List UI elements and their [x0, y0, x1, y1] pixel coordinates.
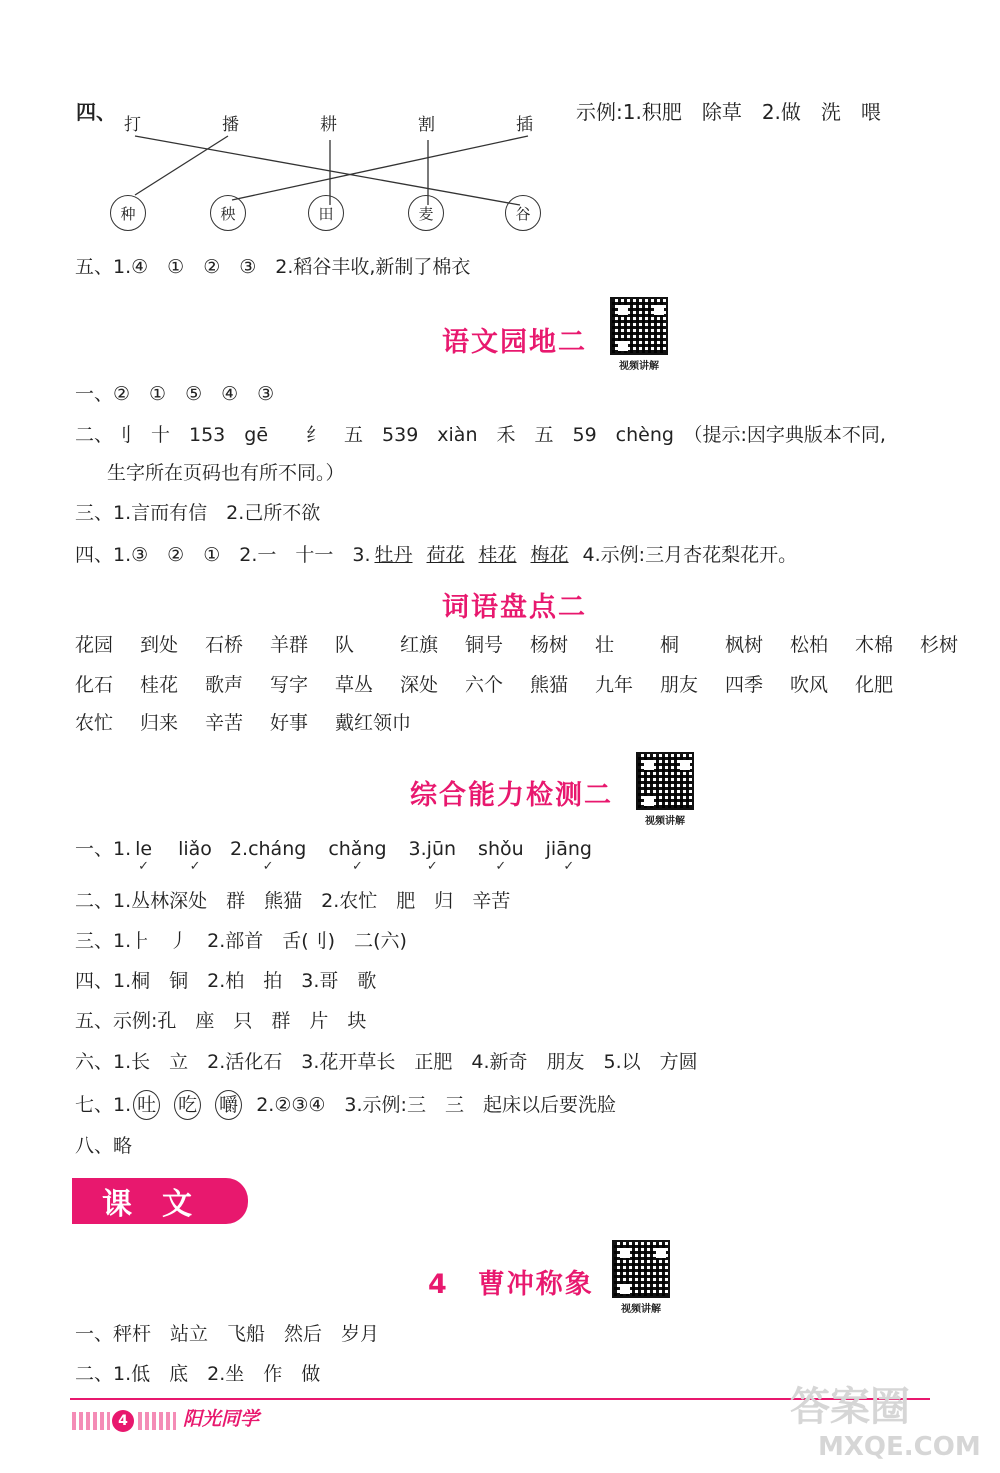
underlined-word: 荷花 — [426, 544, 465, 566]
word-row-1 — [75, 630, 985, 657]
zonghe-q1 — [75, 835, 606, 863]
q5-answer: 五、1.④ ① ② ③ 2.稻谷丰收,新制了棉衣 — [75, 256, 471, 278]
zonghe-q6: 六、1.长 立 2.活化石 3.花开草长 正肥 4.新奇 朋友 5.以 方圆 — [75, 1051, 698, 1073]
qr-icon — [612, 1240, 670, 1298]
section-title-zonghe: 综合能力检测二 — [410, 780, 613, 811]
word: 九年 — [595, 674, 634, 696]
top-char-1: 打 — [124, 115, 141, 135]
zonghe-q7-prefix: 七、1. — [75, 1094, 132, 1116]
word: 歌声 — [205, 674, 244, 696]
word: 写字 — [270, 674, 309, 696]
qr-icon — [610, 297, 668, 355]
section-title-yuwen: 语文园地二 — [442, 327, 587, 358]
watermark-url: MXQE.COM — [818, 1432, 981, 1462]
word: 花园 — [75, 634, 114, 656]
qr-icon — [636, 752, 694, 810]
qr-code-lesson4[interactable] — [612, 1240, 670, 1315]
moon-char-5: 谷 — [505, 195, 541, 231]
pinyin-option: chǎng ✓ — [328, 835, 386, 863]
watermark-logo: 答案圈 — [790, 1384, 910, 1430]
pinyin-option: shǒu ✓ — [478, 835, 524, 863]
word: 木棉 — [855, 634, 894, 656]
q4-label: 四、 — [76, 100, 116, 124]
lesson-title: 4 曹冲称象 — [428, 1269, 594, 1300]
yuwen-q2-cont: 生字所在页码也有所不同。） — [107, 462, 345, 484]
word: 化肥 — [855, 674, 894, 696]
zonghe-q8: 八、略 — [75, 1135, 133, 1157]
zonghe-q1-prefix: 一、1. — [75, 838, 132, 860]
zonghe-q4: 四、1.桐 铜 2.柏 拍 3.哥 歌 — [75, 970, 377, 992]
pinyin-option: 3.jūn ✓ — [409, 835, 457, 863]
word: 戴红领巾 — [335, 712, 412, 734]
matching-lines — [0, 0, 1000, 260]
top-char-3: 耕 — [320, 115, 337, 135]
yuwen-q4-suffix: 4.示例:三月杏花梨花开。 — [582, 544, 798, 566]
qr-caption: 视频讲解 — [645, 816, 685, 827]
word: 化石 — [75, 674, 114, 696]
moon-char-3: 田 — [308, 195, 344, 231]
pinyin-option: liǎo ✓ — [178, 835, 212, 863]
kewen-section-tab: 课文 — [72, 1178, 248, 1224]
word: 辛苦 — [205, 712, 244, 734]
yuwen-q4-prefix: 四、1.③ ② ① 2.一 十一 3. — [75, 544, 371, 566]
word: 深处 — [400, 674, 439, 696]
zonghe-q3: 三、1.⺊ 丿 2.部首 舌(刂) 二(六) — [75, 930, 407, 952]
word: 归来 — [140, 712, 179, 734]
section-title-ciyu: 词语盘点二 — [442, 592, 587, 623]
underlined-word: 梅花 — [530, 544, 569, 566]
yuwen-q3: 三、1.言而有信 2.己所不欲 — [75, 502, 321, 524]
word: 壮 — [595, 634, 615, 656]
word: 农忙 — [75, 712, 114, 734]
top-char-4: 割 — [418, 115, 435, 135]
moon-char-4: 麦 — [408, 195, 444, 231]
qr-code-zonghe[interactable] — [636, 752, 694, 827]
brand-logo: 阳光同学 — [183, 1408, 260, 1430]
pinyin-option: le ✓ — [135, 835, 152, 863]
top-char-2: 播 — [222, 115, 239, 135]
zonghe-q7 — [75, 1090, 630, 1120]
yuwen-q4 — [75, 541, 811, 569]
word: 到处 — [140, 634, 179, 656]
word: 队 — [335, 634, 355, 656]
word: 红旗 — [400, 634, 439, 656]
circled-char: 吐 — [133, 1090, 160, 1120]
pinyin-option: jiāng ✓ — [546, 835, 592, 863]
zonghe-q2: 二、1.丛林深处 群 熊猫 2.农忙 肥 归 辛苦 — [75, 890, 511, 912]
word: 草丛 — [335, 674, 374, 696]
page-number: 4 — [112, 1410, 134, 1432]
word: 铜号 — [465, 634, 504, 656]
moon-char-1: 种 — [110, 195, 146, 231]
footer-decoration-left — [72, 1412, 110, 1430]
qr-caption: 视频讲解 — [619, 361, 659, 372]
top-char-5: 插 — [516, 115, 533, 135]
yuwen-q1: 一、② ① ⑤ ④ ③ — [75, 383, 275, 405]
word: 桂花 — [140, 674, 179, 696]
circled-char: 嚼 — [215, 1090, 242, 1120]
word: 杉树 — [920, 634, 959, 656]
q4-example: 示例:1.积肥 除草 2.做 洗 喂 — [576, 100, 881, 124]
moon-char-2: 秧 — [210, 195, 246, 231]
qr-caption: 视频讲解 — [621, 1304, 661, 1315]
zonghe-q7-suffix: 2.②③④ 3.示例:三 三 起床以后要洗脸 — [256, 1094, 616, 1116]
lesson4-q2: 二、1.低 底 2.坐 作 做 — [75, 1363, 321, 1385]
word: 熊猫 — [530, 674, 569, 696]
word: 桐 — [660, 634, 680, 656]
word: 好事 — [270, 712, 309, 734]
zonghe-q5: 五、示例:孔 座 只 群 片 块 — [75, 1010, 367, 1032]
underlined-word: 牡丹 — [374, 544, 413, 566]
footer-decoration-right — [138, 1412, 176, 1430]
pinyin-option: 2.cháng ✓ — [230, 835, 306, 863]
yuwen-q2: 二、刂 十 153 gē 纟 五 539 xiàn 禾 五 59 chèng （提示:因字典版本不同, — [75, 424, 886, 446]
word: 吹风 — [790, 674, 829, 696]
word: 石桥 — [205, 634, 244, 656]
word-row-2 — [75, 670, 920, 697]
word: 六个 — [465, 674, 504, 696]
word: 松柏 — [790, 634, 829, 656]
lesson4-q1: 一、秤杆 站立 飞船 然后 岁月 — [75, 1323, 380, 1345]
word-row-3 — [75, 708, 435, 735]
word: 四季 — [725, 674, 764, 696]
qr-code-yuwen[interactable] — [610, 297, 668, 372]
word: 杨树 — [530, 634, 569, 656]
underlined-word: 桂花 — [478, 544, 517, 566]
word: 羊群 — [270, 634, 309, 656]
word: 朋友 — [660, 674, 699, 696]
circled-char: 吃 — [174, 1090, 201, 1120]
word: 枫树 — [725, 634, 764, 656]
